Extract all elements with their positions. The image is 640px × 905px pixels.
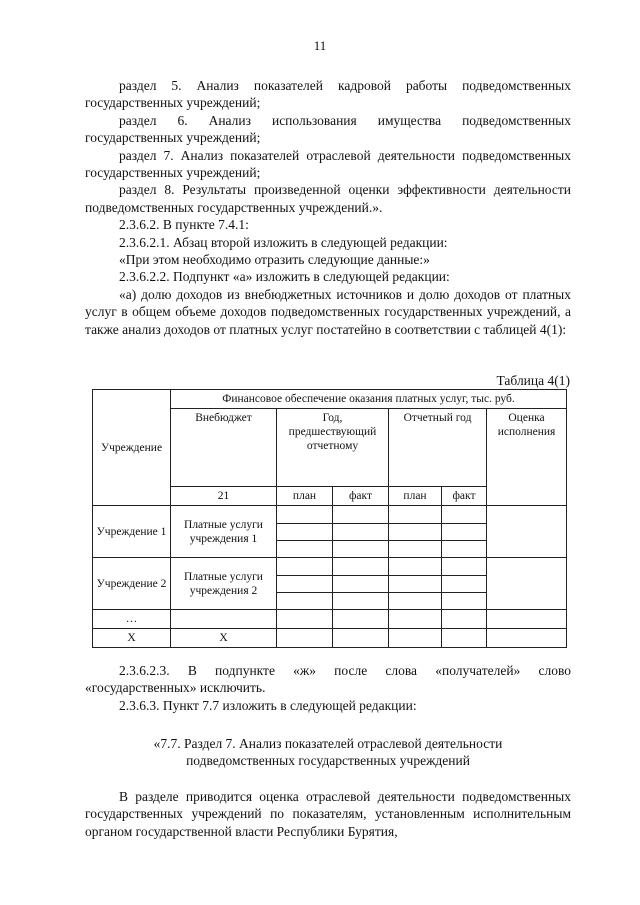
- table-cell: [389, 524, 442, 541]
- table-cell: [333, 506, 389, 524]
- row-ellipsis: …: [93, 610, 171, 629]
- table-cell: [442, 524, 487, 541]
- table-caption: Таблица 4(1): [496, 373, 570, 388]
- row-total-mark: Х: [93, 629, 171, 648]
- table-cell: [442, 629, 487, 648]
- table-cell: [333, 524, 389, 541]
- row-service: Платные услуги учреждения 1: [171, 506, 277, 558]
- table-cell: [389, 576, 442, 593]
- header-plan: план: [277, 487, 333, 506]
- table-cell: [277, 576, 333, 593]
- header-prev-year: Год, предшествующий отчетному: [277, 409, 389, 487]
- table-cell: [442, 541, 487, 558]
- table-cell: [442, 610, 487, 629]
- table-cell: [277, 593, 333, 610]
- table-row: [93, 506, 567, 524]
- table-cell: [389, 506, 442, 524]
- table-cell: [277, 524, 333, 541]
- table-cell: [442, 558, 487, 576]
- table-cell: [277, 506, 333, 524]
- page-number: 11: [313, 38, 327, 53]
- table-cell: [442, 506, 487, 524]
- table-cell: [333, 558, 389, 576]
- row-service: Платные услуги учреждения 2: [171, 558, 277, 610]
- paragraph: раздел 6. Анализ использования имущества подведомственных государственных учреждений;: [85, 112, 571, 146]
- financing-table: [92, 389, 567, 648]
- paragraph: 2.3.6.2.2. Подпункт «а» изложить в следующей редакции:: [119, 269, 450, 285]
- table-cell: [487, 610, 567, 629]
- table-cell: [389, 629, 442, 648]
- paragraph: раздел 7. Анализ показателей отраслевой деятельности подведомственных государственных учреждений;: [85, 147, 571, 181]
- header-fact: факт: [442, 487, 487, 506]
- paragraph: раздел 8. Результаты произведенной оценки эффективности деятельности подведомственных государственных учреждений.».: [85, 182, 571, 215]
- header-financing: Финансовое обеспечение оказания платных услуг, тыс. руб.: [171, 390, 567, 409]
- table-cell: [389, 558, 442, 576]
- header-assessment: Оценка исполнения: [487, 409, 567, 506]
- table-cell: [442, 576, 487, 593]
- row-total-mark: Х: [171, 629, 277, 648]
- table-cell: [389, 610, 442, 629]
- table-cell: [277, 558, 333, 576]
- table-row: [93, 610, 567, 629]
- row-institution: Учреждение 2: [93, 558, 171, 610]
- heading-line: подведомственных государственных учреждений: [186, 753, 470, 769]
- header-fact: факт: [333, 487, 389, 506]
- paragraph: 2.3.6.3. Пункт 7.7 изложить в следующей редакции:: [119, 697, 417, 713]
- header-report-year: Отчетный год: [389, 409, 487, 487]
- header-code: 21: [171, 487, 277, 506]
- table-cell: [333, 593, 389, 610]
- table-cell: [389, 541, 442, 558]
- row-institution: Учреждение 1: [93, 506, 171, 558]
- heading-line: «7.7. Раздел 7. Анализ показателей отраслевой деятельности: [153, 736, 503, 751]
- paragraph: «При этом необходимо отразить следующие данные:»: [119, 252, 430, 268]
- section-heading: [85, 735, 571, 770]
- table-cell: [442, 593, 487, 610]
- header-institution: Учреждение: [93, 390, 171, 506]
- table-cell: [277, 610, 333, 629]
- table-cell: [171, 610, 277, 629]
- table-cell: [333, 629, 389, 648]
- body-text-top: [85, 77, 571, 338]
- table-cell: [333, 576, 389, 593]
- paragraph: 2.3.6.2.3. В подпункте «ж» после слова «получателей» слово «государственных» исключить.: [85, 663, 571, 696]
- paragraph: 2.3.6.2.1. Абзац второй изложить в следующей редакции:: [119, 234, 448, 250]
- table-cell: [389, 593, 442, 610]
- paragraph: «а) долю доходов из внебюджетных источников и долю доходов от платных услуг в общем объеме доходов подведомственных государственных учреждений, а также анализ доходов от платных услуг постатейно в соответствии с таблицей 4(1):: [85, 286, 571, 337]
- table-cell: [487, 558, 567, 610]
- table-cell: [333, 610, 389, 629]
- table-cell: [333, 541, 389, 558]
- table-cell: [487, 629, 567, 648]
- paragraph: В разделе приводится оценка отраслевой деятельности подведомственных государственных учреждений по показателям, установленным исполнительным органом государственной власти Республики Бурятия,: [85, 789, 571, 839]
- table-cell: [277, 541, 333, 558]
- table-row: [93, 629, 567, 648]
- header-plan: план: [389, 487, 442, 506]
- body-text-closing: [85, 788, 571, 840]
- paragraph: раздел 5. Анализ показателей кадровой работы подведомственных государственных учреждений;: [85, 78, 571, 111]
- table-cell: [487, 506, 567, 558]
- table-row: [93, 558, 567, 576]
- table-cell: [277, 629, 333, 648]
- body-text-lower: [85, 662, 571, 714]
- paragraph: 2.3.6.2. В пункте 7.4.1:: [119, 217, 249, 233]
- header-offbudget: Внебюджет: [171, 409, 277, 487]
